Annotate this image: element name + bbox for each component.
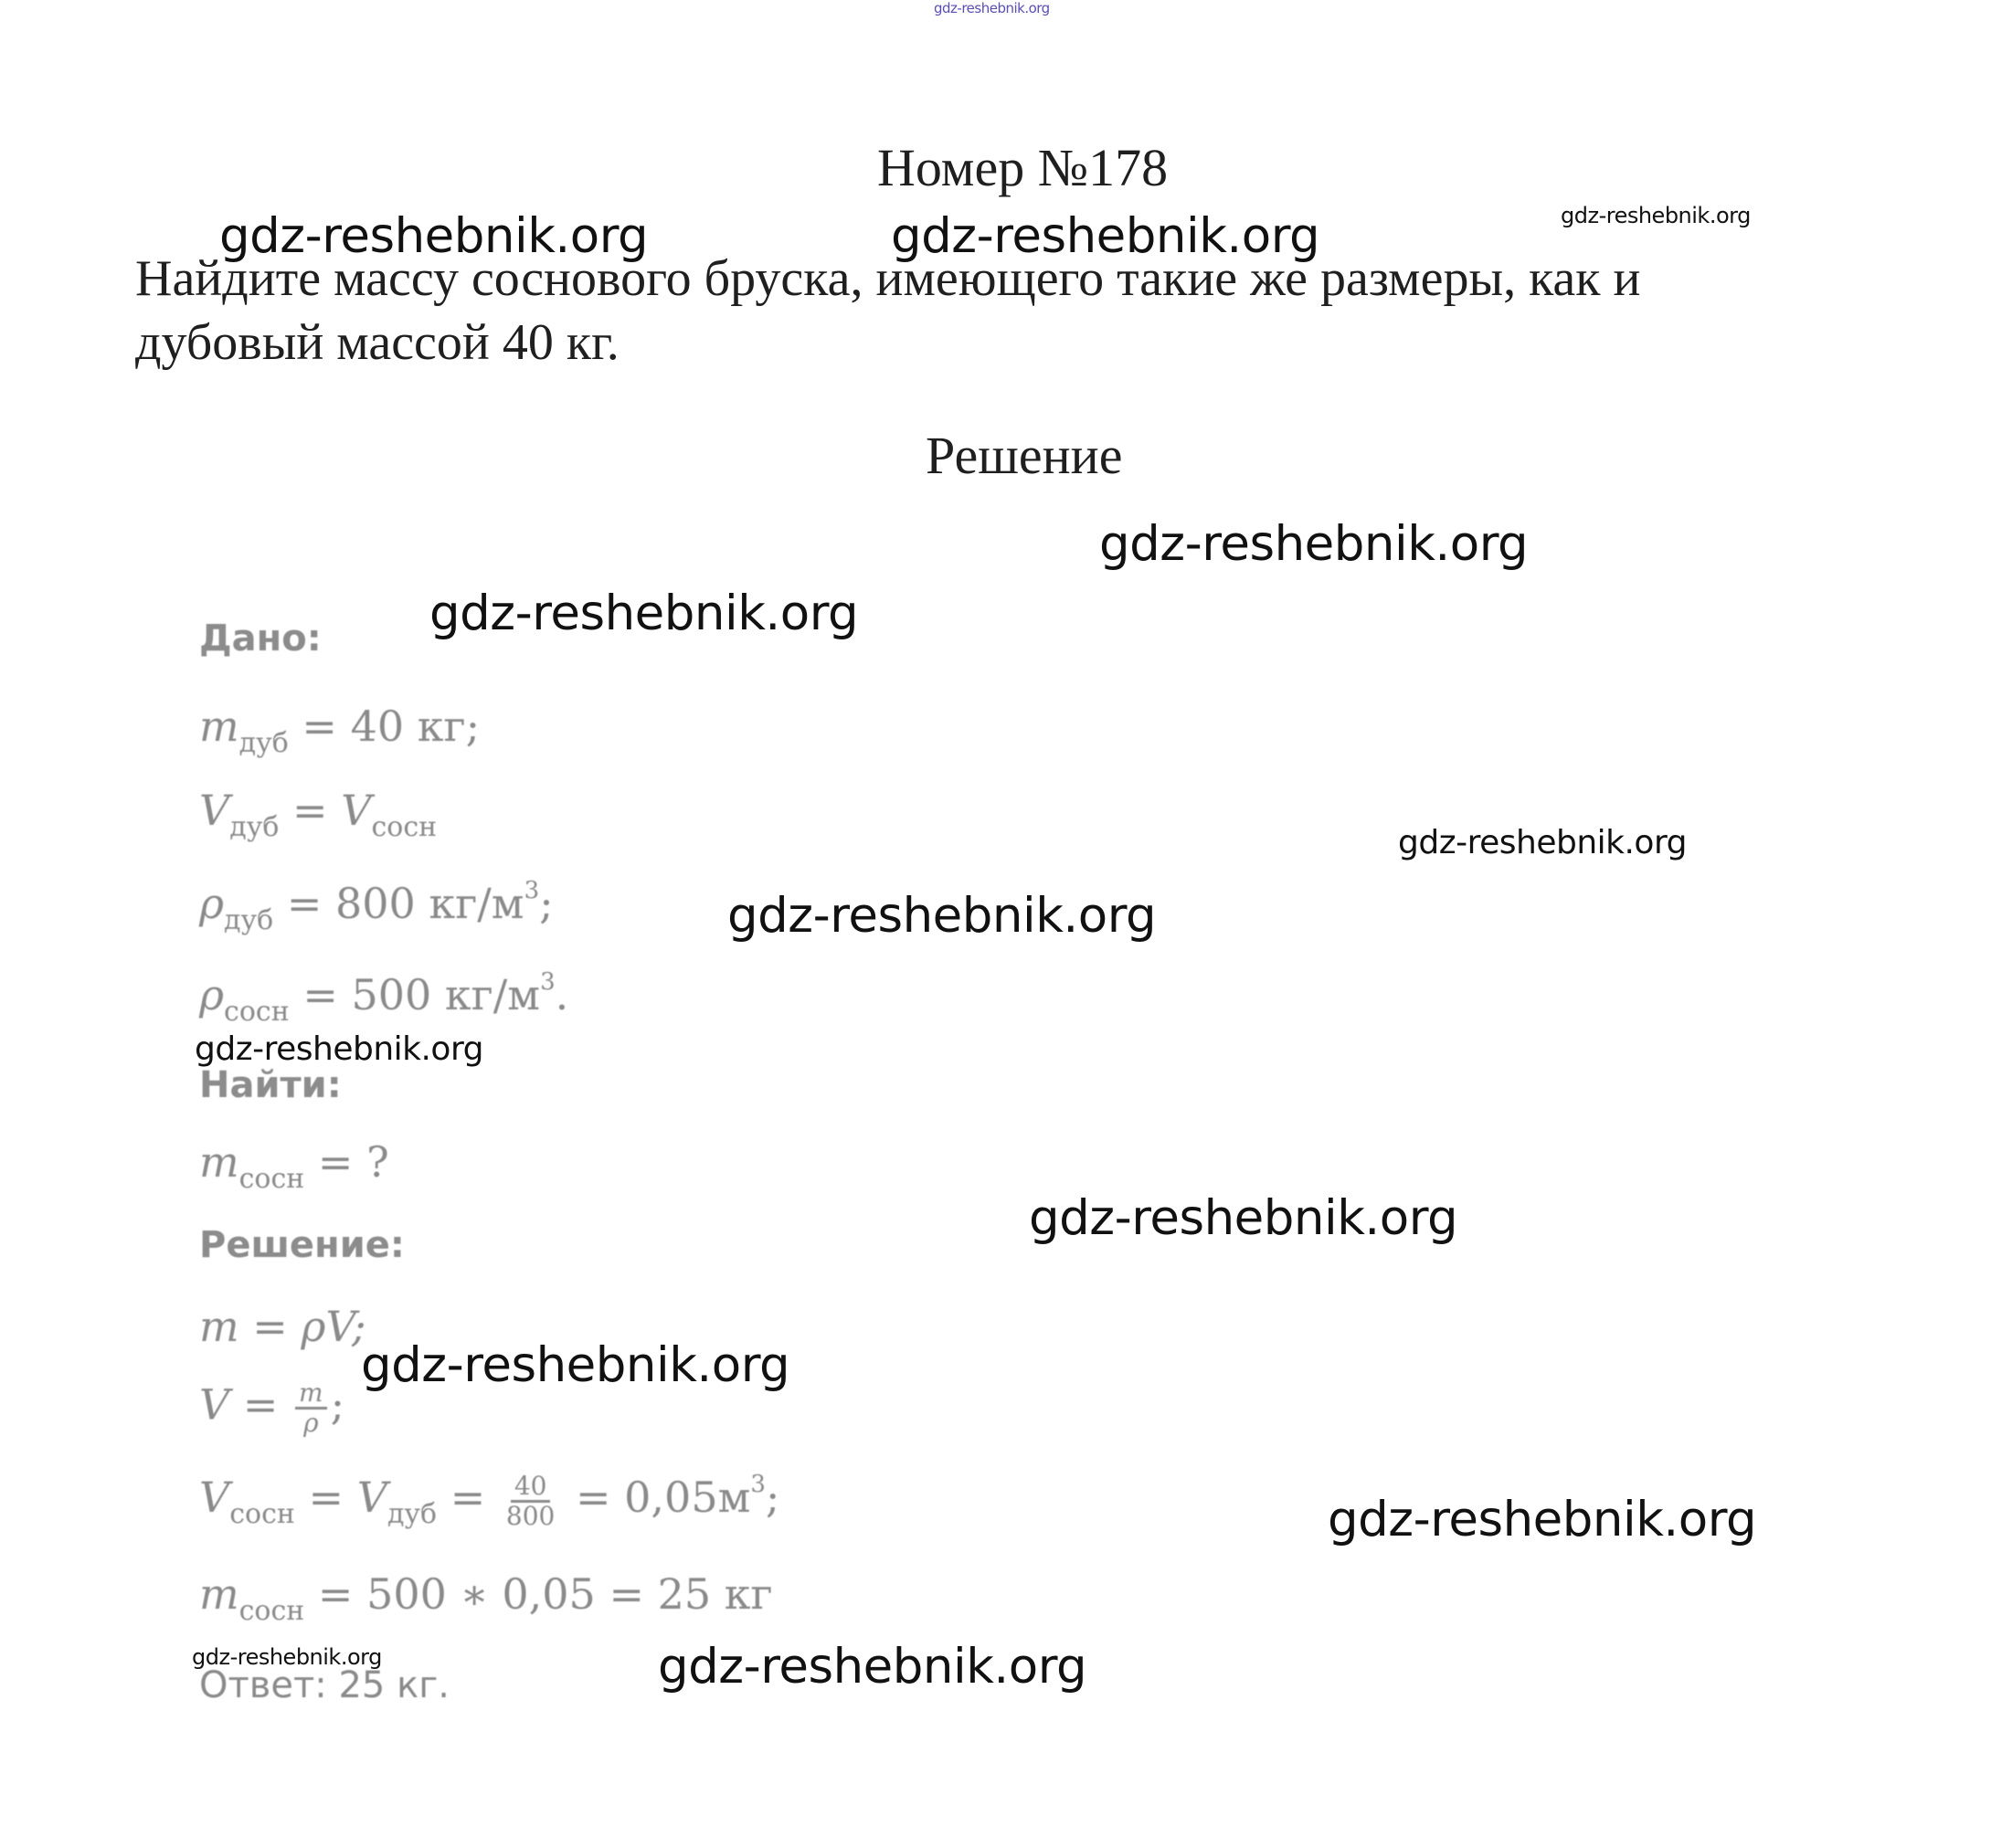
watermark: gdz-reshebnik.org: [891, 208, 1320, 264]
watermark: gdz-reshebnik.org: [192, 1644, 382, 1670]
watermark: gdz-reshebnik.org: [361, 1337, 790, 1393]
given-rho-oak: $\rho_{дуб} = 800$ $кг/м^3$;: [199, 877, 554, 936]
given-rho-pine: $\rho_{сосн} = 500$ $кг/м^3$.: [199, 968, 569, 1028]
find-m-pine: $m_{сосн}$ = ?: [199, 1137, 389, 1195]
task-text: Найдите массу соснового бруска, имеющего такие же размеры, как и дубовый массой 40 кг.: [135, 250, 1641, 371]
watermark: gdz-reshebnik.org: [727, 888, 1157, 944]
formula-volume-calc: $V_{сосн} = V_{дуб}$ = $\frac{40}{800}$ = $0,05м^3$;: [199, 1470, 780, 1531]
watermark: gdz-reshebnik.org: [1099, 516, 1529, 572]
watermark: gdz-reshebnik.org: [1561, 203, 1751, 228]
solution-heading: Решение: [926, 426, 1123, 485]
find-label: Найти:: [199, 1064, 342, 1106]
watermark: gdz-reshebnik.org: [658, 1639, 1087, 1695]
watermark: gdz-reshebnik.org: [1328, 1492, 1757, 1547]
watermark: gdz-reshebnik.org: [429, 586, 859, 641]
answer: Ответ: 25 кг.: [199, 1664, 450, 1706]
page-title: Номер №178: [877, 138, 1169, 197]
watermark: gdz-reshebnik.org: [219, 208, 649, 264]
given-label: Дано:: [199, 618, 322, 660]
formula-mass-calc: $m_{сосн} = 500$ ∗ 0,05 = 25 кг: [199, 1569, 773, 1627]
given-m-oak: $m_{дуб} = 40$ кг;: [199, 702, 481, 759]
watermark: gdz-reshebnik.org: [195, 1030, 483, 1068]
watermark: gdz-reshebnik.org: [1398, 824, 1687, 861]
formula-volume: V = $\frac{m}{\rho}$ ;: [199, 1378, 345, 1438]
given-volume-equal: $V_{дуб} = V_{сосн}$: [199, 786, 438, 843]
top-watermark: gdz-reshebnik.org: [934, 0, 1050, 16]
solution-label: Решение:: [199, 1224, 405, 1266]
formula-mass: m = ρV;: [199, 1302, 366, 1351]
watermark: gdz-reshebnik.org: [1029, 1190, 1458, 1246]
